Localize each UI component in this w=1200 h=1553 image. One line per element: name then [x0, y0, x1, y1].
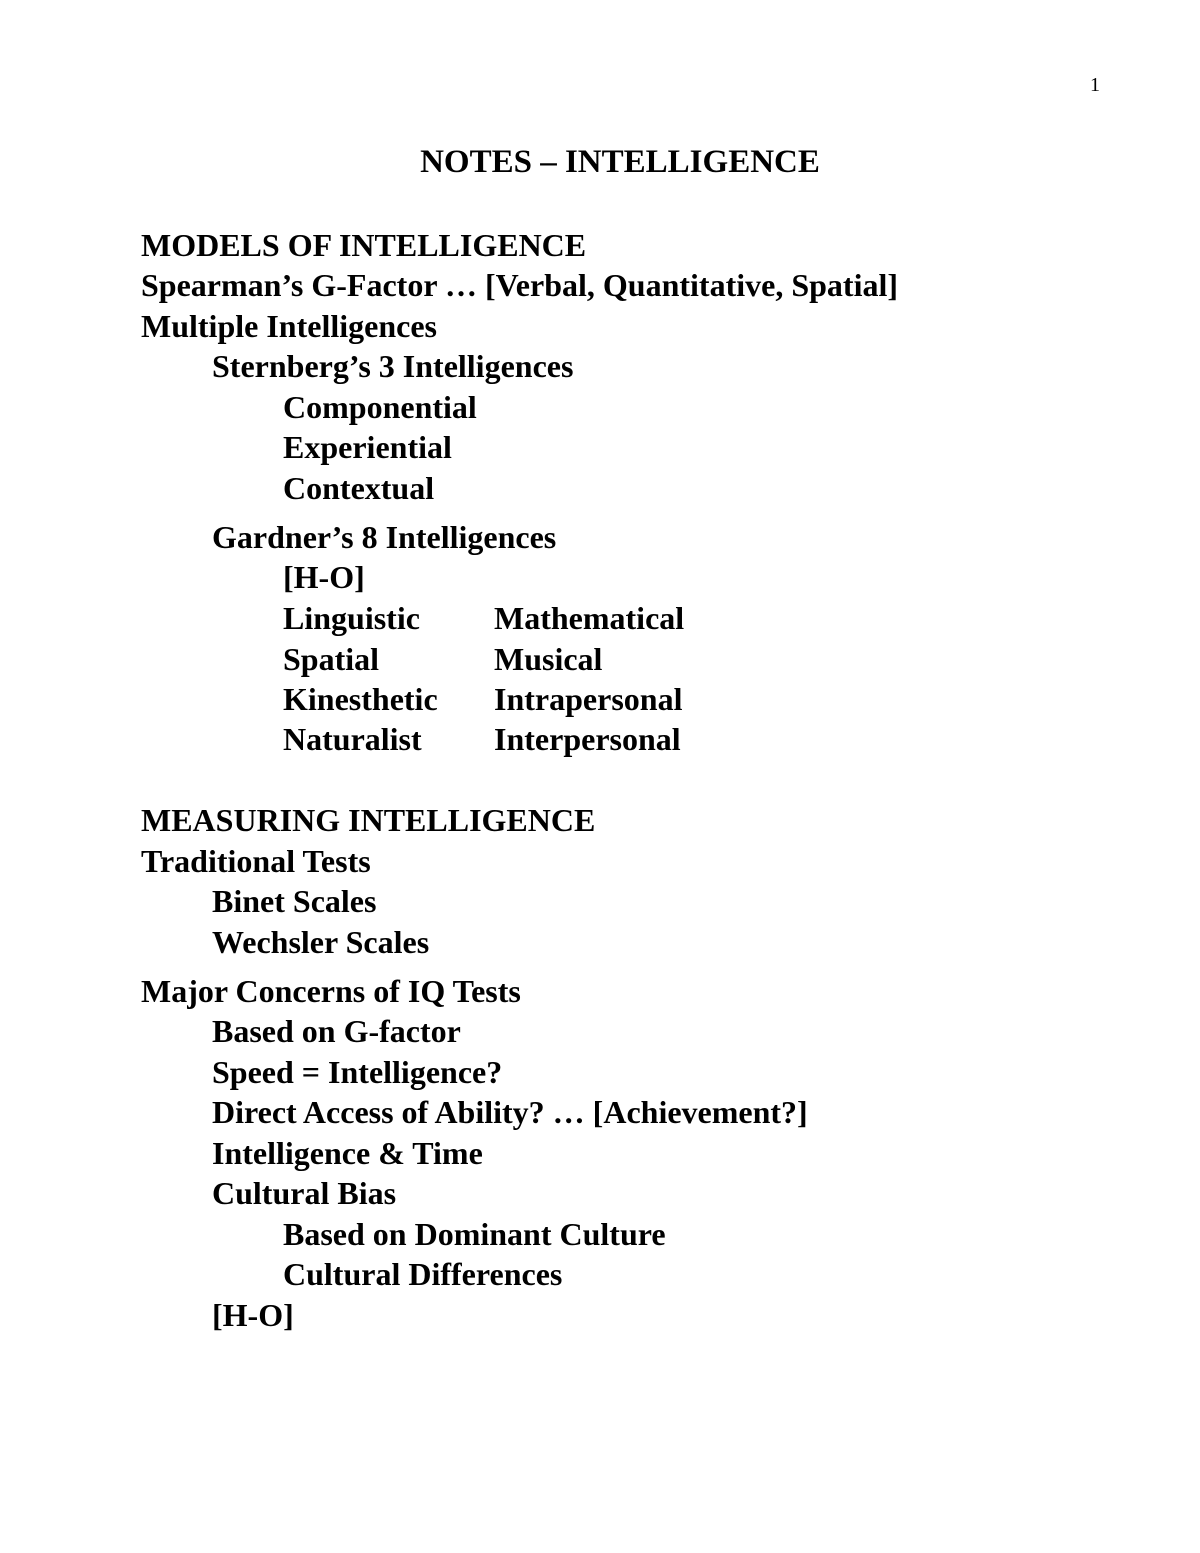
gardner-item: Linguistic	[283, 600, 420, 636]
gardner-item: Interpersonal	[494, 721, 681, 757]
concern-item: Cultural Bias	[212, 1175, 397, 1211]
traditional-item: Wechsler Scales	[212, 924, 430, 960]
gardner-item: Kinesthetic	[283, 681, 438, 717]
gardner-item: Intrapersonal	[494, 681, 683, 717]
traditional-tests-heading: Traditional Tests	[141, 843, 371, 879]
sternberg-item: Componential	[283, 389, 477, 425]
concern-item: Speed = Intelligence?	[212, 1054, 503, 1090]
traditional-item: Binet Scales	[212, 883, 377, 919]
gardner-handout: [H-O]	[283, 559, 365, 595]
gardner-item: Mathematical	[494, 600, 685, 636]
concern-item: Based on G-factor	[212, 1013, 461, 1049]
gardner-item: Naturalist	[283, 721, 422, 757]
sternberg-item: Experiential	[283, 429, 452, 465]
spearman-line: Spearman’s G-Factor … [Verbal, Quantitative, Spatial]	[141, 267, 898, 303]
concerns-heading: Major Concerns of IQ Tests	[141, 973, 521, 1009]
document-title: NOTES – INTELLIGENCE	[420, 144, 820, 180]
gardner-item: Musical	[494, 641, 603, 677]
gardner-heading: Gardner’s 8 Intelligences	[212, 519, 557, 555]
sternberg-item: Contextual	[283, 470, 435, 506]
concerns-handout: [H-O]	[212, 1297, 294, 1333]
sternberg-heading: Sternberg’s 3 Intelligences	[212, 348, 574, 384]
page-number: 1	[1090, 74, 1100, 96]
section-heading-measuring: MEASURING INTELLIGENCE	[141, 802, 596, 838]
concern-item: Intelligence & Time	[212, 1135, 483, 1171]
gardner-item: Spatial	[283, 641, 380, 677]
section-heading-models: MODELS OF INTELLIGENCE	[141, 227, 587, 263]
bias-item: Cultural Differences	[283, 1256, 563, 1292]
concern-item: Direct Access of Ability? … [Achievement?]	[212, 1094, 808, 1130]
multiple-intelligences-line: Multiple Intelligences	[141, 308, 437, 344]
bias-item: Based on Dominant Culture	[283, 1216, 666, 1252]
